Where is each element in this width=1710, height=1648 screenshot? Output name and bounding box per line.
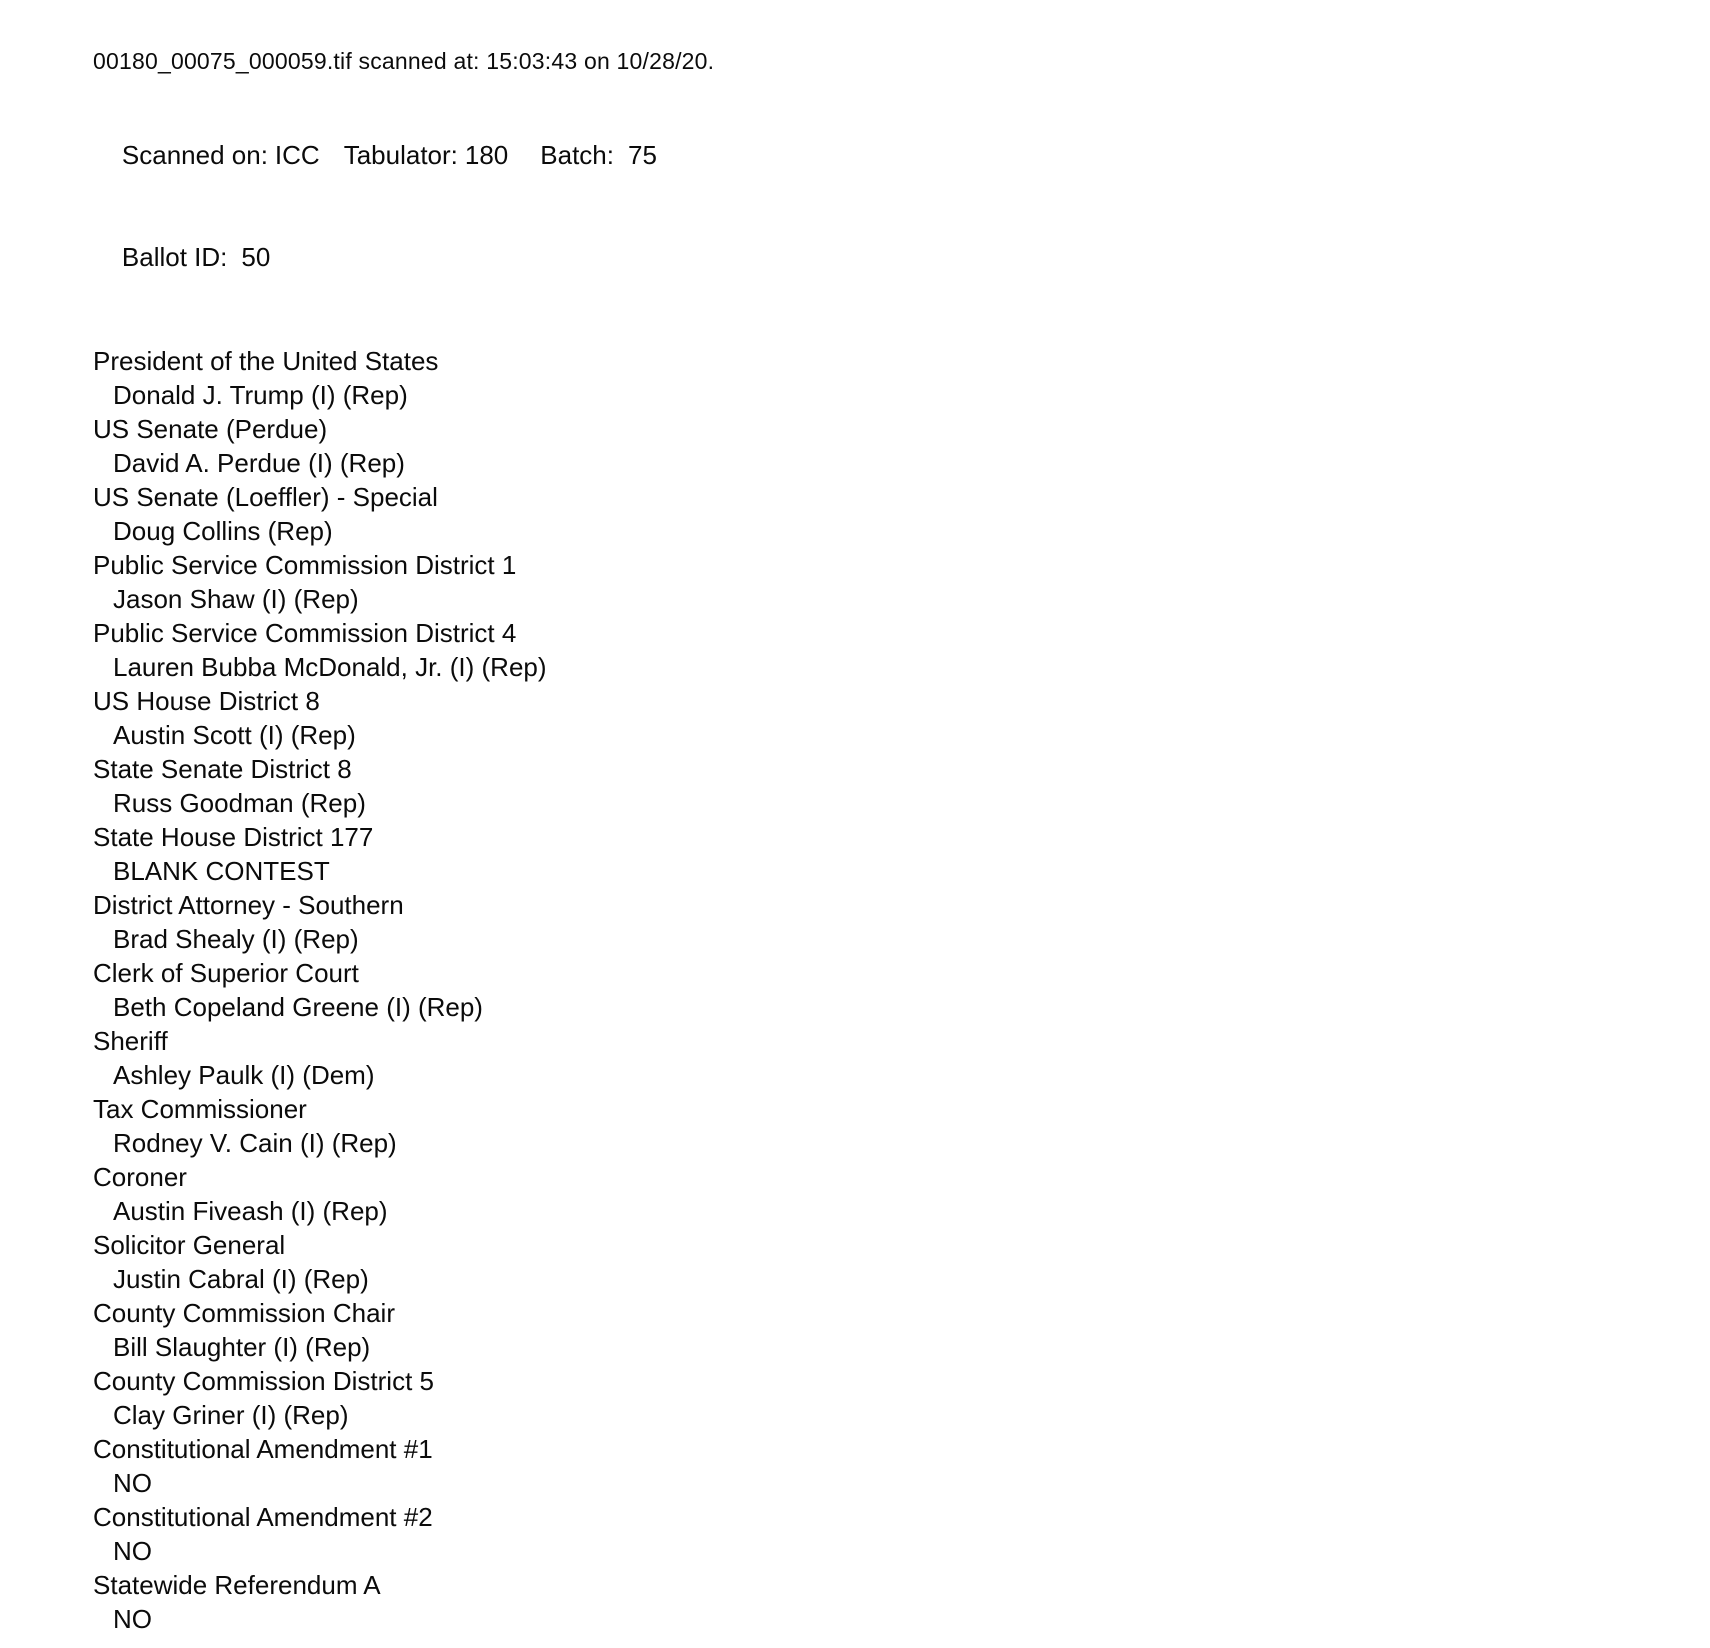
contest-item <box>93 820 1670 888</box>
ballot-id-label: Ballot ID: <box>121 242 228 272</box>
ballot-id-value: 50 <box>241 242 271 272</box>
scan-filename-line: 00180_00075_000059.tif scanned at: 15:03:43 on 10/28/20. <box>93 48 715 74</box>
contest-title: Solicitor General <box>93 1230 286 1260</box>
contest-item <box>93 1500 1670 1568</box>
contest-item <box>93 1364 1670 1432</box>
scanned-on-label: Scanned on: <box>121 140 268 170</box>
contest-title: Coroner <box>93 1162 187 1192</box>
contest-selection: Brad Shealy (I) (Rep) <box>113 924 359 954</box>
tabulator-value: 180 <box>464 140 509 170</box>
ballot-id-line <box>93 206 1670 308</box>
contest-selection: Austin Scott (I) (Rep) <box>113 720 356 750</box>
contest-selection: Donald J. Trump (I) (Rep) <box>113 380 408 410</box>
contest-selection: Austin Fiveash (I) (Rep) <box>113 1196 388 1226</box>
contest-item <box>93 1568 1670 1636</box>
scanned-on-value: ICC <box>274 140 320 170</box>
contest-item <box>93 412 1670 480</box>
contest-item <box>93 1092 1670 1160</box>
contest-title: Sheriff <box>93 1026 168 1056</box>
contest-selection: Russ Goodman (Rep) <box>113 788 366 818</box>
contest-selection: BLANK CONTEST <box>113 856 330 886</box>
contest-selection: Justin Cabral (I) (Rep) <box>113 1264 369 1294</box>
contest-item <box>93 480 1670 548</box>
contest-item <box>93 888 1670 956</box>
contest-title: Public Service Commission District 4 <box>93 618 517 648</box>
contest-title: Constitutional Amendment #2 <box>93 1502 433 1532</box>
contest-title: Statewide Referendum A <box>93 1570 381 1600</box>
contest-title: District Attorney - Southern <box>93 890 404 920</box>
contest-selection: Doug Collins (Rep) <box>113 516 333 546</box>
contest-list <box>93 344 1670 1636</box>
contest-selection: NO <box>113 1604 152 1634</box>
contest-selection: Ashley Paulk (I) (Dem) <box>113 1060 375 1090</box>
contest-item <box>93 956 1670 1024</box>
contest-item <box>93 1160 1670 1228</box>
contest-title: State House District 177 <box>93 822 374 852</box>
contest-title: Constitutional Amendment #1 <box>93 1434 433 1464</box>
contest-item <box>93 344 1670 412</box>
contest-title: Tax Commissioner <box>93 1094 307 1124</box>
batch-label: Batch: <box>540 140 614 170</box>
contest-title: US Senate (Perdue) <box>93 414 328 444</box>
contest-item <box>93 548 1670 616</box>
contest-selection: David A. Perdue (I) (Rep) <box>113 448 405 478</box>
contest-item <box>93 752 1670 820</box>
contest-title: Public Service Commission District 1 <box>93 550 517 580</box>
contest-selection: Beth Copeland Greene (I) (Rep) <box>113 992 483 1022</box>
contest-item <box>93 616 1670 684</box>
contest-item <box>93 1296 1670 1364</box>
contest-item <box>93 1024 1670 1092</box>
contest-selection: NO <box>113 1536 152 1566</box>
batch-value: 75 <box>628 140 657 170</box>
contest-title: State Senate District 8 <box>93 754 352 784</box>
contest-selection: Bill Slaughter (I) (Rep) <box>113 1332 371 1362</box>
contest-selection: Rodney V. Cain (I) (Rep) <box>113 1128 397 1158</box>
contest-selection: Jason Shaw (I) (Rep) <box>113 584 359 614</box>
contest-title: County Commission Chair <box>93 1298 395 1328</box>
contest-title: Clerk of Superior Court <box>93 958 359 988</box>
scanner-info-line <box>93 104 1670 206</box>
contest-selection: Lauren Bubba McDonald, Jr. (I) (Rep) <box>113 652 547 682</box>
contest-item <box>93 1228 1670 1296</box>
contest-title: County Commission District 5 <box>93 1366 434 1396</box>
contest-item <box>93 1432 1670 1500</box>
contest-title: US Senate (Loeffler) - Special <box>93 482 438 512</box>
contest-selection: NO <box>113 1468 152 1498</box>
contest-title: President of the United States <box>93 346 439 376</box>
contest-selection: Clay Griner (I) (Rep) <box>113 1400 349 1430</box>
contest-item <box>93 684 1670 752</box>
contest-title: US House District 8 <box>93 686 320 716</box>
tabulator-label: Tabulator: <box>343 140 458 170</box>
